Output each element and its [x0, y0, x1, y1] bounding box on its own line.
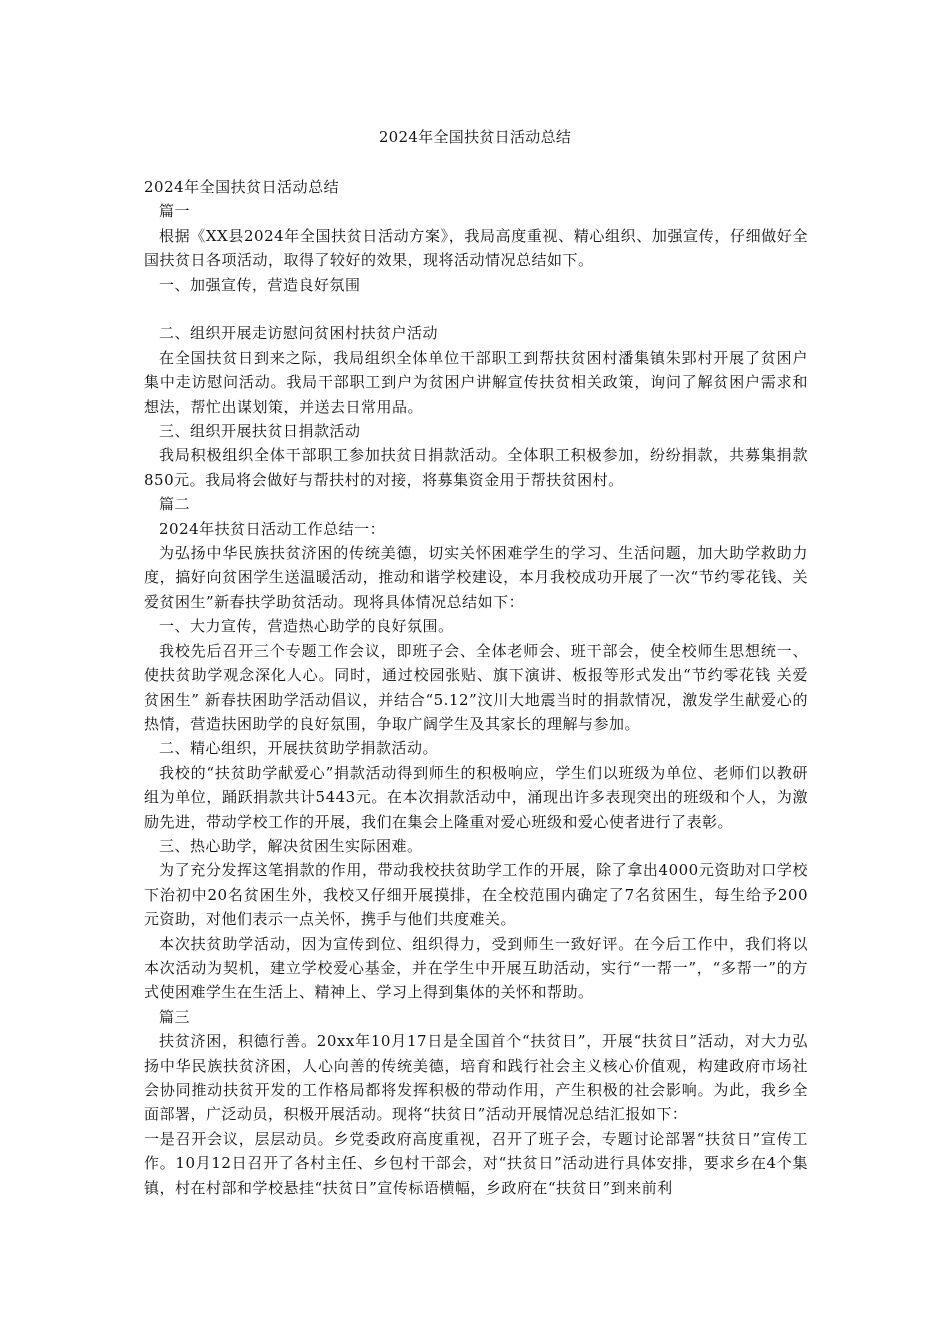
paragraph: 2024年全国扶贫日活动总结: [144, 178, 340, 196]
paragraph: 三、组织开展扶贫日捐款活动: [159, 422, 361, 441]
blank-line: [144, 297, 808, 321]
paragraph: 2024年扶贫日活动工作总结一：: [159, 519, 386, 538]
paragraph: 一、加强宣传，营造良好氛围: [159, 275, 361, 294]
paragraph: 根据《XX县2024年全国扶贫日活动方案》，我局高度重视、精心组织、加强宣传，仔细做好全国扶贫日各项活动，取得了较好的效果，现将活动情况总结如下。: [144, 226, 808, 270]
paragraph: 在全国扶贫日到来之际，我局组织全体单位干部职工到帮扶贫困村潘集镇朱郢村开展了贫困户集中走访慰问活动。我局干部职工到户为贫困户讲解宣传扶贫相关政策，询问了解贫困户需求和想法，帮忙出谋划策，并送去日常用品。: [144, 348, 808, 416]
document-title: 2024年全国扶贫日活动总结: [378, 128, 572, 146]
paragraph: 一、大力宣传，营造热心助学的良好氛围。: [159, 617, 454, 636]
paragraph: 为了充分发挥这笔捐款的作用，带动我校扶贫助学工作的开展，除了拿出4000元资助对口学校下治初中20名贫困生外，我校又仔细开展摸排，在全校范围内确定了7名贫困生，每生给予200元资助，对他们表示一点关怀，携手与他们共度难关。: [144, 861, 808, 929]
paragraph: 篇二: [159, 495, 191, 514]
paragraph: 本次扶贫助学活动，因为宣传到位、组织得力，受到师生一致好评。在今后工作中，我们将以本次活动为契机，建立学校爱心基金，并在学生中开展互助活动，实行“一帮一”，“多帮一”的方式使困难学生在生活上、精神上、学习上得到集体的关怀和帮助。: [144, 934, 808, 1002]
paragraph: 为弘扬中华民族扶贫济困的传统美德，切实关怀困难学生的学习、生活问题，加大助学救助力度，搞好向贫困学生送温暖活动，推动和谐学校建设，本月我校成功开展了一次“节约零花钱、关爱贫困生”新春扶学助贫活动。现将具体情况总结如下：: [144, 544, 808, 611]
paragraph: 二、精心组织，开展扶贫助学捐款活动。: [159, 739, 439, 758]
paragraph: 篇三: [159, 1007, 191, 1026]
paragraph: 一是召开会议，层层动员。乡党委政府高度重视，召开了班子会，专题讨论部署“扶贫日”宣传工作。10月12日召开了各村主任、乡包村干部会，对“扶贫日”活动进行具体安排，要求乡在4个集镇，村在村部和学校悬挂“扶贫日”宣传标语横幅，乡政府在“扶贫日”到来前利: [144, 1129, 808, 1197]
paragraph: 我校的“扶贫助学献爱心”捐款活动得到师生的积极响应，学生们以班级为单位、老师们以教研组为单位，踊跃捐款共计5443元。在本次捐款活动中，涌现出许多表现突出的班级和个人，为激励先进，带动学校工作的开展，我们在集会上隆重对爱心班级和爱心使者进行了表彰。: [144, 763, 808, 831]
paragraph: 扶贫济困，积德行善。20xx年10月17日是全国首个“扶贫日”，开展“扶贫日”活动，对大力弘扬中华民族扶贫济困，人心向善的传统美德，培育和践行社会主义核心价值观，构建政府市场社会协同推动扶贫开发的工作格局都将发挥积极的带动作用，产生积极的社会影响。为此，我乡全面部署，广泛动员，积极开展活动。现将“扶贫日”活动开展情况总结汇报如下：: [144, 1032, 808, 1124]
paragraph: 我局积极组织全体干部职工参加扶贫日捐款活动。全体职工积极参加，纷纷捐款，共募集捐款850元。我局将会做好与帮扶村的对接，将募集资金用于帮扶贫困村。: [144, 446, 808, 489]
paragraph: 篇一: [159, 202, 191, 221]
paragraph: 三、热心助学，解决贫困生实际困难。: [159, 836, 423, 855]
document-body: [144, 175, 808, 1200]
paragraph: 我校先后召开三个专题工作会议，即班子会、全体老师会、班干部会，使全校师生思想统一、使扶贫助学观念深化人心。同时，通过校园张贴、旗下演讲、板报等形式发出“节约零花钱 关爱贫困生” 新春扶困助学活动倡议，并结合“5.12”汶川大地震当时的捐款情况，激发学生献爱心的热情，营造扶困助学的良好氛围，争取广阔学生及其家长的理解与参加。: [144, 641, 808, 733]
paragraph: 二、组织开展走访慰问贫困村扶贫户活动: [159, 324, 439, 343]
